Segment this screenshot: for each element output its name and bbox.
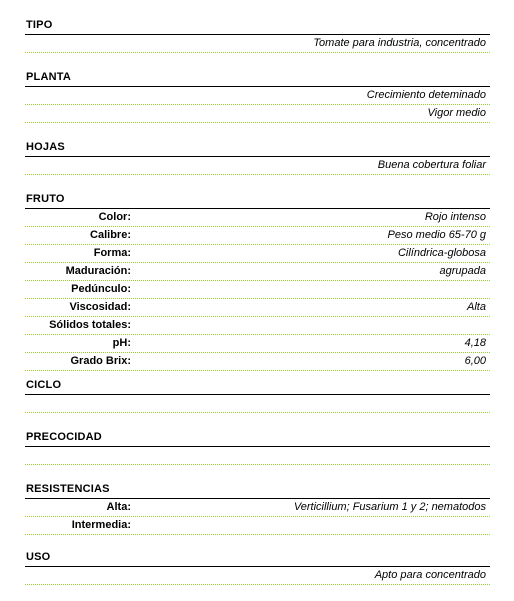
section-ciclo xyxy=(25,379,490,413)
spec-row xyxy=(25,157,490,175)
spec-row xyxy=(25,105,490,123)
section-fruto xyxy=(25,193,490,371)
spec-row xyxy=(25,395,490,413)
row-label: Color: xyxy=(98,211,131,223)
spec-row xyxy=(25,447,490,465)
row-value: Buena cobertura foliar xyxy=(377,159,486,171)
row-value: Apto para concentrado xyxy=(374,569,486,581)
row-label: Alta: xyxy=(106,501,131,513)
row-label: Maduración: xyxy=(65,265,131,277)
section-title: RESISTENCIAS xyxy=(25,483,490,499)
section-title: PRECOCIDAD xyxy=(25,431,490,447)
section-tipo xyxy=(25,19,490,53)
spec-row xyxy=(25,499,490,517)
spec-row xyxy=(25,87,490,105)
section-title: FRUTO xyxy=(25,193,490,209)
spec-row xyxy=(25,245,490,263)
row-label: Forma: xyxy=(93,247,131,259)
row-label: pH: xyxy=(112,337,131,349)
section-title: PLANTA xyxy=(25,71,490,87)
section-resistencias xyxy=(25,483,490,535)
row-value: Rojo intenso xyxy=(424,211,486,223)
row-value: 4,18 xyxy=(464,337,486,349)
row-value: Vigor medio xyxy=(427,107,486,119)
spec-row xyxy=(25,299,490,317)
row-label: Pedúnculo: xyxy=(71,283,131,295)
section-title: HOJAS xyxy=(25,141,490,157)
row-label: Viscosidad: xyxy=(69,301,131,313)
row-value: Alta xyxy=(467,301,486,313)
section-uso xyxy=(25,551,490,585)
row-value: Verticillium; Fusarium 1 y 2; nematodos xyxy=(293,501,486,513)
spec-row xyxy=(25,227,490,245)
spec-row xyxy=(25,335,490,353)
section-planta xyxy=(25,71,490,123)
spec-row xyxy=(25,209,490,227)
spec-row xyxy=(25,567,490,585)
row-label: Calibre: xyxy=(90,229,131,241)
spec-row xyxy=(25,35,490,53)
section-title: CICLO xyxy=(25,379,490,395)
row-label: Sólidos totales: xyxy=(49,319,131,331)
spec-row xyxy=(25,263,490,281)
spec-row xyxy=(25,517,490,535)
row-value: Crecimiento deteminado xyxy=(366,89,486,101)
section-title: USO xyxy=(25,551,490,567)
row-value: Cilíndrica-globosa xyxy=(397,247,486,259)
row-value: agrupada xyxy=(439,265,486,277)
section-title: TIPO xyxy=(25,19,490,35)
spec-row xyxy=(25,353,490,371)
spec-row xyxy=(25,281,490,299)
section-hojas xyxy=(25,141,490,175)
row-value: Tomate para industria, concentrado xyxy=(313,37,486,49)
row-label: Grado Brix: xyxy=(70,355,131,367)
spec-row xyxy=(25,317,490,335)
row-value: 6,00 xyxy=(464,355,486,367)
section-precocidad xyxy=(25,431,490,465)
row-value: Peso medio 65-70 g xyxy=(387,229,486,241)
row-label: Intermedia: xyxy=(71,519,131,531)
